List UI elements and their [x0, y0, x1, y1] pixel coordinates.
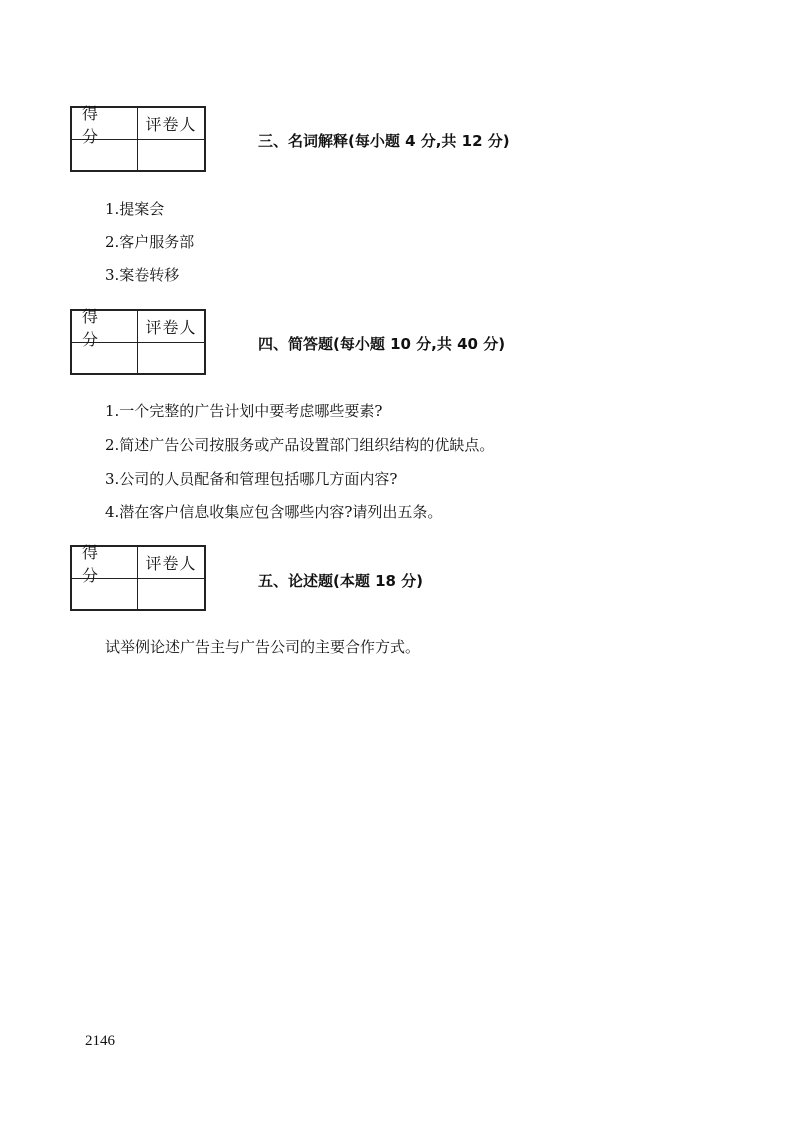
score-field[interactable]: [72, 579, 138, 609]
question-item: 2.客户服务部: [105, 233, 195, 251]
score-table-section-5: [70, 542, 206, 611]
score-table-section-3: [70, 103, 206, 172]
score-field[interactable]: [72, 343, 138, 373]
section-title-short-answer: 四、简答题(每小题 10 分,共 40 分): [258, 335, 506, 353]
section-title-term-definitions: 三、名词解释(每小题 4 分,共 12 分): [258, 132, 510, 150]
grader-field[interactable]: [138, 140, 204, 170]
question-item: 1.一个完整的广告计划中要考虑哪些要素?: [105, 402, 383, 420]
grader-header: 评卷人: [138, 547, 204, 579]
grader-header: 评卷人: [138, 311, 204, 343]
question-item: 4.潜在客户信息收集应包含哪些内容?请列出五条。: [105, 503, 443, 521]
score-table-section-4: [70, 306, 206, 375]
question-item: 3.公司的人员配备和管理包括哪几方面内容?: [105, 470, 398, 488]
grader-field[interactable]: [138, 579, 204, 609]
score-header: 得 分: [72, 311, 138, 343]
score-header: 得 分: [72, 108, 138, 140]
section-title-essay: 五、论述题(本题 18 分): [258, 572, 424, 590]
grader-header: 评卷人: [138, 108, 204, 140]
score-field[interactable]: [72, 140, 138, 170]
page-number: 2146: [85, 1033, 115, 1049]
grader-field[interactable]: [138, 343, 204, 373]
essay-question: 试举例论述广告主与广告公司的主要合作方式。: [105, 638, 421, 656]
score-header: 得 分: [72, 547, 138, 579]
question-item: 2.简述广告公司按服务或产品设置部门组织结构的优缺点。: [105, 436, 495, 454]
question-item: 3.案卷转移: [105, 266, 180, 284]
question-item: 1.提案会: [105, 200, 165, 218]
